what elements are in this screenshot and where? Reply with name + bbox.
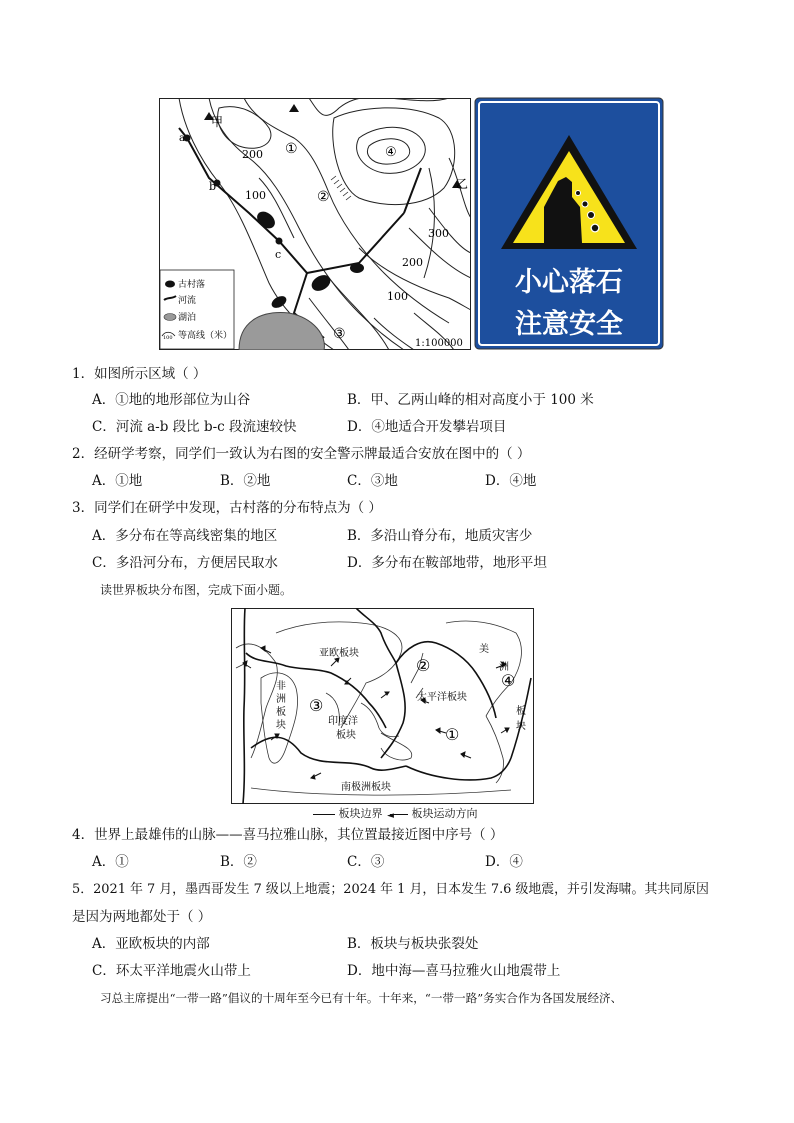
pacific-plate-label: 太平洋板块 <box>417 692 467 703</box>
world-plate-map <box>231 608 534 804</box>
q2-stem: 2．经研学考察，同学们一致认为右图的安全警示牌最适合安放在图中的（ ） <box>72 446 531 462</box>
topographic-map <box>159 98 471 350</box>
american-plate-label-4: 块 <box>516 721 526 732</box>
point-b-label: b <box>209 180 217 193</box>
plate-number-4: ④ <box>501 671 516 690</box>
legend-contour: 等高线（米） <box>178 331 233 341</box>
q1-option-b[interactable]: B．甲、乙两山峰的相对高度小于 100 米 <box>347 392 594 408</box>
eurasian-plate-label: 亚欧板块 <box>319 648 359 659</box>
q3-stem: 3．同学们在研学中发现，古村落的分布特点为（ ） <box>72 500 382 516</box>
q3-option-d[interactable]: D．多分布在鞍部地带，地形平坦 <box>347 555 547 571</box>
q5-option-a[interactable]: A．亚欧板块的内部 <box>92 936 210 952</box>
q1-stem: 1．如图所示区域（ ） <box>72 366 207 382</box>
point-a-label: a <box>179 133 185 144</box>
sign-line-2: 注意安全 <box>515 309 623 340</box>
american-plate-label-2: 洲 <box>499 662 509 673</box>
legend-direction-label: 板块运动方向 <box>411 807 478 820</box>
antarctic-plate-label: 南极洲板块 <box>341 782 391 793</box>
legend-lake: 湖泊 <box>178 313 197 323</box>
q2-option-c[interactable]: C．③地 <box>347 473 398 489</box>
region-4-label: ④ <box>385 145 397 160</box>
q5-option-b[interactable]: B．板块与板块张裂处 <box>347 936 479 952</box>
legend-village: 古村落 <box>178 280 206 290</box>
legend-contour-value: 100 <box>163 335 173 341</box>
plate-number-1: ① <box>445 725 460 744</box>
african-plate-label-1: 非 <box>276 681 286 692</box>
legend-river: 河流 <box>178 296 197 306</box>
q3-option-c[interactable]: C．多沿河分布，方便居民取水 <box>92 555 278 571</box>
q2-option-b[interactable]: B．②地 <box>220 473 271 489</box>
q4-stem: 4．世界上最雄伟的山脉——喜马拉雅山脉，其位置最接近图中序号（ ） <box>72 827 504 843</box>
american-plate-label-1: 美 <box>479 644 489 655</box>
indian-plate-label-2: 板块 <box>336 730 356 741</box>
q5-option-c[interactable]: C．环太平洋地震火山带上 <box>92 963 251 979</box>
q3-option-a[interactable]: A．多分布在等高线密集的地区 <box>92 528 278 544</box>
contour-200b-label: 200 <box>402 256 423 269</box>
q5-stem-line-2: 是因为两地都处于（ ） <box>72 909 212 925</box>
contour-100-label: 100 <box>245 189 266 202</box>
q4-option-a[interactable]: A．① <box>92 854 129 870</box>
contour-300-label: 300 <box>428 227 449 240</box>
q5-stem-line-1: 5．2021 年 7 月，墨西哥发生 7 级以上地震；2024 年 1 月，日本发生 7.6 级地震，并引发海啸。其共同原因 <box>72 882 709 897</box>
region-3-label: ③ <box>333 326 346 342</box>
contour-100b-label: 100 <box>387 290 408 303</box>
q1-option-c[interactable]: C．河流 a-b 段比 b-c 段流速较快 <box>92 419 297 435</box>
q3-option-b[interactable]: B．多沿山脊分布，地质灾害少 <box>347 528 533 544</box>
plate-number-3: ③ <box>309 696 324 715</box>
falling-rocks-warning-sign <box>474 97 664 350</box>
point-c-label: c <box>275 248 282 261</box>
legend-boundary-label: 板块边界 <box>338 807 383 820</box>
african-plate-label-4: 块 <box>276 720 286 731</box>
sign-line-1: 小心落石 <box>515 267 623 298</box>
african-plate-label-3: 板 <box>276 707 286 718</box>
q5-option-d[interactable]: D．地中海—喜马拉雅火山地震带上 <box>347 963 561 979</box>
q2-option-d[interactable]: D．④地 <box>485 473 537 489</box>
peak-jia-label: 甲 <box>211 115 224 129</box>
q4-option-c[interactable]: C．③ <box>347 854 385 870</box>
american-plate-label-3: 板 <box>516 706 526 717</box>
q4-option-b[interactable]: B．② <box>220 854 257 870</box>
belt-road-intro: 习总主席提出“一带一路”倡议的十周年至今已有十年。十年来，“一带一路”务实合作为各国发展经济、 <box>100 991 623 1005</box>
map-legend <box>160 270 234 349</box>
peak-yi-label: 乙 <box>456 177 469 191</box>
region-2-label: ② <box>317 189 330 205</box>
region-1-label: ① <box>285 141 298 157</box>
q4-option-d[interactable]: D．④ <box>485 854 523 870</box>
plate-map-intro: 读世界板块分布图，完成下面小题。 <box>100 583 293 597</box>
q1-option-d[interactable]: D．④地适合开发攀岩项目 <box>347 419 507 435</box>
indian-plate-label-1: 印度洋 <box>328 716 358 727</box>
plate-number-2: ② <box>416 656 431 675</box>
map-scale: 1:100000 <box>415 338 463 349</box>
q2-option-a[interactable]: A．①地 <box>92 473 143 489</box>
contour-200-label: 200 <box>242 148 263 161</box>
african-plate-label-2: 洲 <box>276 694 286 705</box>
plate-map-legend: 板块边界 ◄ 板块运动方向 <box>313 807 478 820</box>
q1-option-a[interactable]: A．①地的地形部位为山谷 <box>92 392 251 408</box>
